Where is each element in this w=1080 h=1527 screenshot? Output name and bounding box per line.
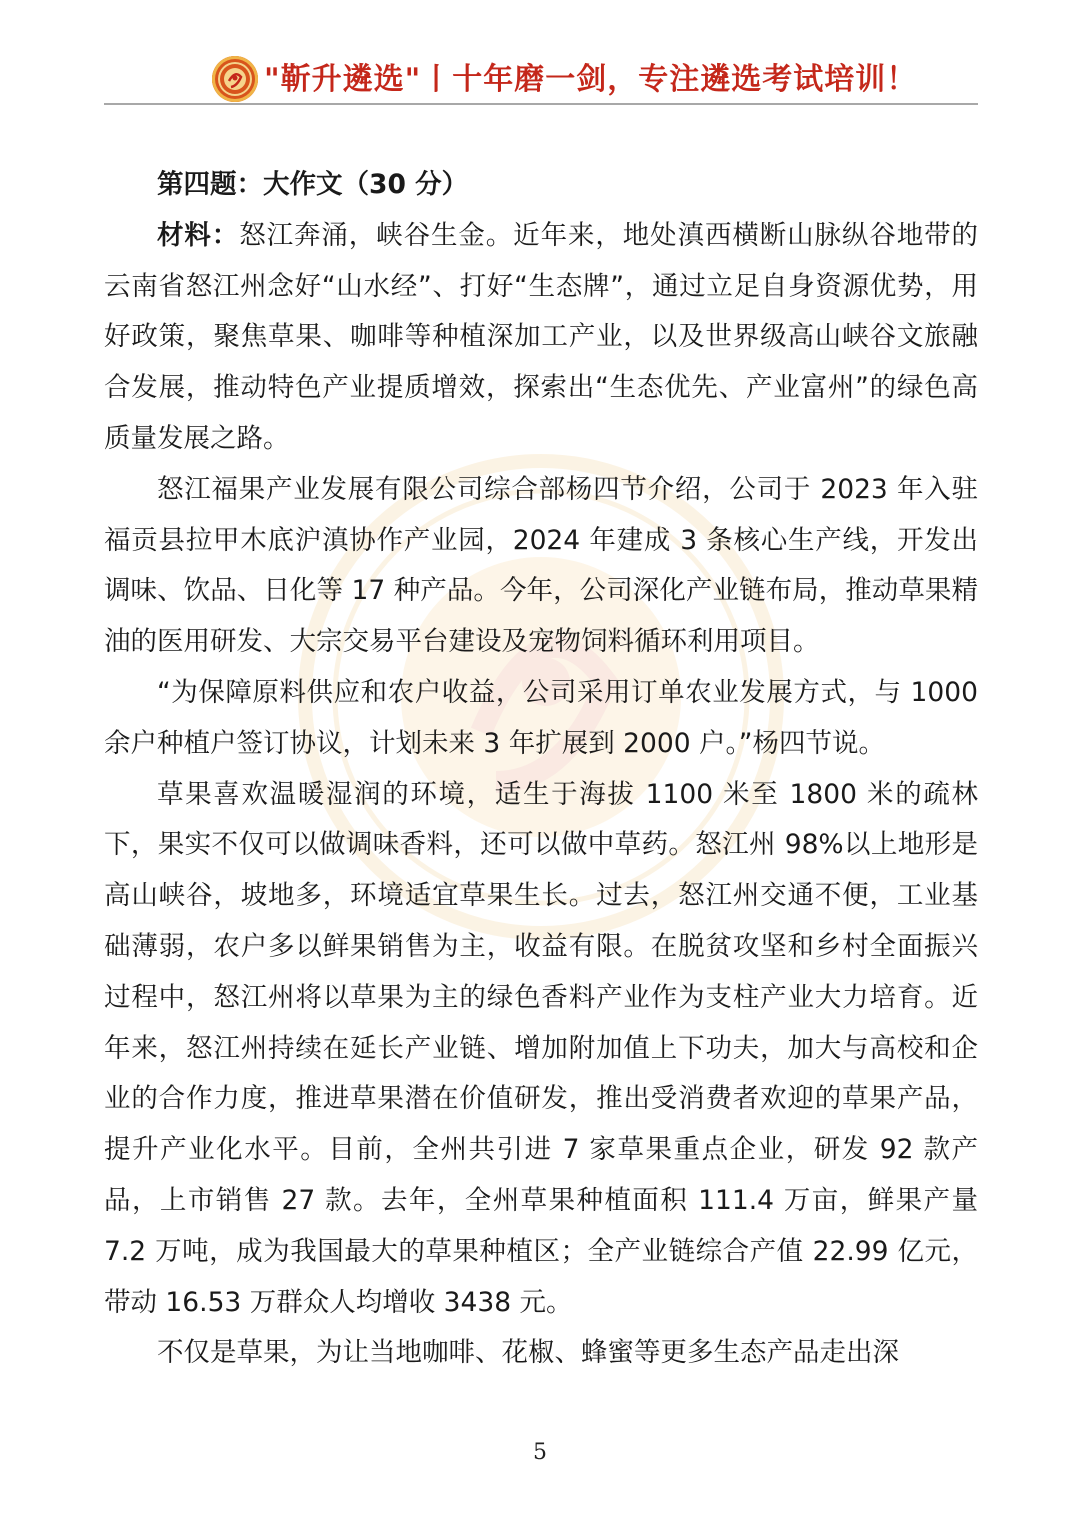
paragraph: “为保障原料供应和农户收益，公司采用订单农业发展方式，与 1000 余户种植户签订协议，计划未来 3 年扩展到 2000 户。”杨四节说。 [104, 676, 978, 759]
header-divider [104, 103, 978, 105]
paragraph: 不仅是草果，为让当地咖啡、花椒、蜂蜜等更多生态产品走出深 [157, 1337, 899, 1369]
paragraph: 怒江福果产业发展有限公司综合部杨四节介绍，公司于 2023 年入驻福贡县拉甲木底沪滇协作产业园，2024 年建成 3 条核心生产线，开发出调味、饮品、日化等 17 种产品。今年，公司深化产业链布局，推动草果精油的医用研发、大宗交易平台建设及宠物饲料循环利用项目。 [104, 473, 978, 658]
page-number: 5 [533, 1440, 547, 1465]
material-text: 怒江奔涌，峡谷生金。近年来，地处滇西横断山脉纵谷地带的云南省怒江州念好“山水经”、打好“生态牌”，通过立足自身资源优势，用好政策，聚焦草果、咖啡等种植深加工产业，以及世界级高山峡谷文旅融合发展，推动特色产业提质增效，探索出“生态优先、产业富州”的绿色高质量发展之路。 [104, 219, 979, 454]
page-header [0, 0, 1080, 104]
header-slogan: "靳升遴选"丨十年磨一剑，专注遴选考试培训！ [264, 62, 918, 97]
material-label: 材料： [157, 219, 240, 251]
material-paragraph [104, 211, 978, 465]
paragraph: 草果喜欢温暖湿润的环境，适生于海拔 1100 米至 1800 米的疏林下，果实不仅可以做调味香料，还可以做中草药。怒江州 98%以上地形是高山峡谷，坡地多，环境适宜草果生长。过去，怒江州交通不便，工业基础薄弱，农户多以鲜果销售为主，收益有限。在脱贫攻坚和乡村全面振兴过程中，怒江州将以草果为主的绿色香料产业作为支柱产业大力培育。近年来，怒江州持续在延长产业链、增加附加值上下功夫，加大与高校和企业的合作力度，推进草果潜在价值研发，推出受消费者欢迎的草果产品，提升产业化水平。目前，全州共引进 7 家草果重点企业，研发 92 款产品，上市销售 27 款。去年，全州草果种植面积 111.4 万亩，鲜果产量 7.2 万吨，成为我国最大的草果种植区；全产业链综合产值 22.99 亿元，带动 16.53 万群众人均增收 3438 元。 [104, 778, 978, 1318]
question-heading: 第四题：大作文（30 分） [157, 169, 469, 200]
document-body [104, 160, 978, 1379]
brand-seal-icon [212, 56, 258, 102]
